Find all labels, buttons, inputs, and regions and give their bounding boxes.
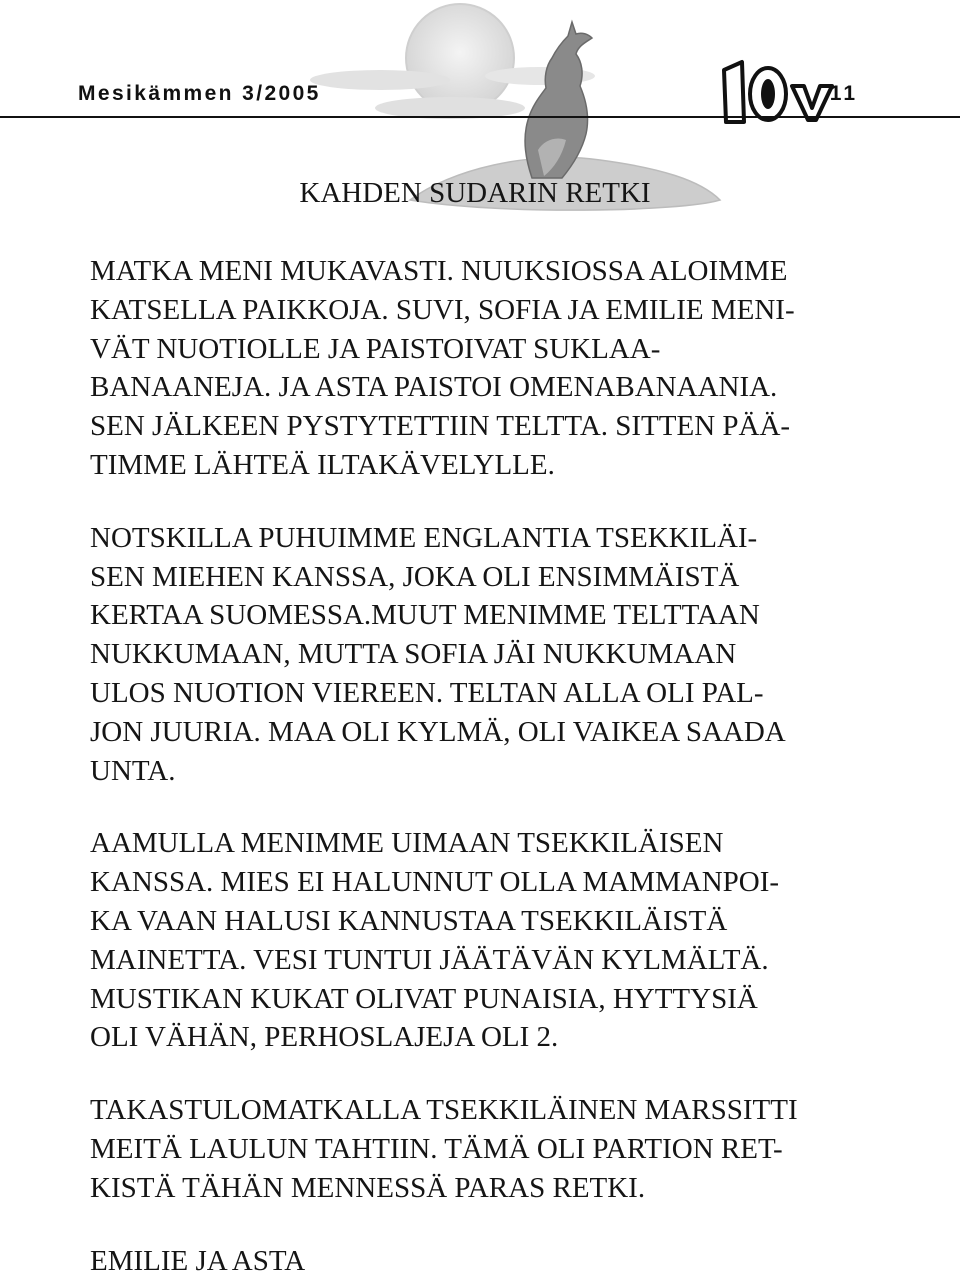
text-line: MAINETTA. VESI TUNTUI JÄÄTÄVÄN KYLMÄLTÄ.	[90, 943, 769, 976]
text-line: VÄT NUOTIOLLE JA PAISTOIVAT SUKLAA-	[90, 332, 661, 365]
text-line: UNTA.	[90, 754, 176, 787]
anniversary-logo-text: 10v	[704, 56, 706, 57]
text-line: KISTÄ TÄHÄN MENNESSÄ PARAS RETKI.	[90, 1171, 646, 1204]
article-title: KAHDEN SUDARIN RETKI	[299, 177, 651, 209]
text-line: TIMME LÄHTEÄ ILTAKÄVELYLLE.	[90, 448, 555, 481]
article-signature: EMILIE JA ASTA	[90, 1244, 306, 1277]
text-line: SEN JÄLKEEN PYSTYTETTIIN TELTTA. SITTEN PÄÄ-	[90, 410, 791, 443]
page-number: 11	[829, 82, 858, 105]
text-line: NUKKUMAAN, MUTTA SOFIA JÄI NUKKUMAAN	[90, 638, 737, 671]
text-line: MUSTIKAN KUKAT OLIVAT PUNAISIA, HYTTYSIÄ	[90, 982, 758, 1015]
paragraph	[90, 519, 880, 791]
text-line: KANSSA. MIES EI HALUNNUT OLLA MAMMANPOI-	[90, 866, 780, 899]
paragraph	[90, 252, 880, 485]
text-line: ULOS NUOTION VIEREEN. TELTAN ALLA OLI PAL-	[90, 676, 764, 709]
text-line: OLI VÄHÄN, PERHOSLAJEJA OLI 2.	[90, 1021, 559, 1054]
paragraph	[90, 1091, 880, 1207]
text-line: KA VAAN HALUSI KANNUSTAA TSEKKILÄISTÄ	[90, 904, 728, 937]
text-line: JON JUURIA. MAA OLI KYLMÄ, OLI VAIKEA SAADA	[90, 715, 786, 748]
text-line: MATKA MENI MUKAVASTI. NUUKSIOSSA ALOIMME	[90, 255, 788, 287]
paragraph	[90, 824, 880, 1057]
text-line: SEN MIEHEN KANSSA, JOKA OLI ENSIMMÄISTÄ	[90, 560, 740, 593]
article	[90, 174, 880, 1280]
text-line: MEITÄ LAULUN TAHTIIN. TÄMÄ OLI PARTION RET-	[90, 1132, 783, 1165]
text-line: BANAANEJA. JA ASTA PAISTOI OMENABANAANIA.	[90, 371, 778, 404]
text-line: KERTAA SUOMESSA.MUUT MENIMME TELTTAAN	[90, 599, 760, 632]
text-line: KATSELLA PAIKKOJA. SUVI, SOFIA JA EMILIE MENI-	[90, 293, 795, 326]
text-line: NOTSKILLA PUHUIMME ENGLANTIA TSEKKILÄI-	[90, 521, 758, 554]
publication-title: Mesikämmen 3/2005	[78, 82, 321, 105]
text-line: TAKASTULOMATKALLA TSEKKILÄINEN MARSSITTI	[90, 1094, 798, 1127]
text-line: AAMULLA MENIMME UIMAAN TSEKKILÄISEN	[90, 827, 724, 860]
header-divider	[0, 116, 960, 118]
page-header	[78, 82, 858, 116]
